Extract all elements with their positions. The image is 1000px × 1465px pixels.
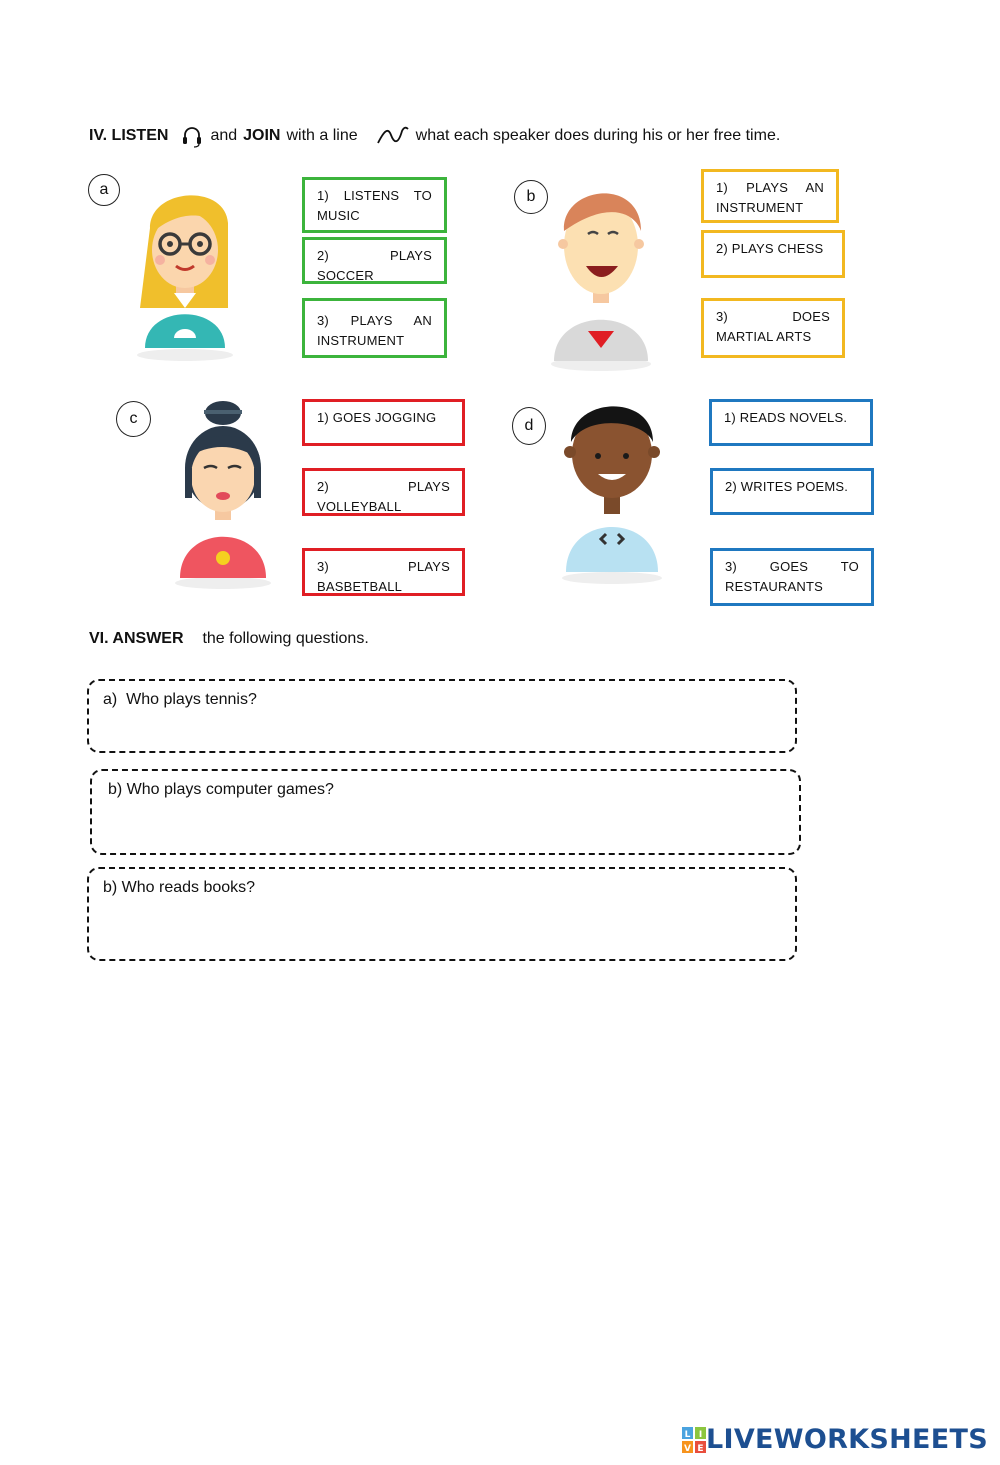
option-b1[interactable]: 1) PLAYS AN INSTRUMENT xyxy=(701,169,839,223)
and-text: and xyxy=(210,127,238,144)
with-line-text: with a line xyxy=(286,127,358,144)
headphones-icon xyxy=(180,124,204,148)
speaker-a-marker: a xyxy=(88,174,120,206)
speaker-c-avatar xyxy=(168,398,278,594)
speaker-b-marker: b xyxy=(514,180,548,214)
option-c2[interactable]: 2) PLAYS VOLLEYBALL xyxy=(302,468,465,516)
question-a-text: a) Who plays tennis? xyxy=(103,691,257,708)
speaker-d-avatar xyxy=(556,392,668,588)
option-d2[interactable]: 2) WRITES POEMS. xyxy=(710,468,874,515)
option-c3[interactable]: 3) PLAYS BASBETBALL xyxy=(302,548,465,596)
svg-text:V: V xyxy=(683,1443,691,1453)
question-c-text: b) Who reads books? xyxy=(103,879,256,896)
instruction-rest: what each speaker does during his or her free time. xyxy=(415,127,781,144)
logo-text: LIVEWORKSHEETS xyxy=(705,1424,988,1455)
svg-text:I: I xyxy=(698,1429,703,1440)
speaker-c-marker: c xyxy=(116,401,151,437)
svg-text:L: L xyxy=(684,1429,691,1440)
speaker-b-avatar xyxy=(546,176,656,374)
speaker-a-avatar xyxy=(130,178,240,363)
question-box-b[interactable] xyxy=(90,769,801,855)
question-box-c[interactable] xyxy=(87,867,797,961)
option-c1[interactable]: 1) GOES JOGGING xyxy=(302,399,465,446)
question-b-text: b) Who plays computer games? xyxy=(108,781,334,798)
svg-text:E: E xyxy=(697,1443,704,1453)
speaker-d-marker: d xyxy=(512,407,546,445)
logo-blocks-icon xyxy=(682,1427,706,1453)
option-d1[interactable]: 1) READS NOVELS. xyxy=(709,399,873,446)
option-b3[interactable]: 3) DOES MARTIAL ARTS xyxy=(701,298,845,358)
answer-section-label: VI. ANSWER xyxy=(89,630,184,647)
section-label: IV. LISTEN xyxy=(89,127,169,144)
option-a2[interactable]: 2) PLAYS SOCCER xyxy=(302,237,447,284)
option-d3[interactable]: 3) GOES TO RESTAURANTS xyxy=(710,548,874,606)
exercise-instruction xyxy=(89,124,780,148)
join-text: JOIN xyxy=(243,127,281,144)
answer-instruction-rest: the following questions. xyxy=(202,630,369,647)
answer-instruction xyxy=(89,630,369,648)
line-squiggle-icon xyxy=(376,125,410,147)
option-a1[interactable]: 1) LISTENS TO MUSIC xyxy=(302,177,447,233)
question-box-a[interactable] xyxy=(87,679,797,753)
option-a3[interactable]: 3) PLAYS AN INSTRUMENT xyxy=(302,298,447,358)
option-b2[interactable]: 2) PLAYS CHESS xyxy=(701,230,845,278)
liveworksheets-logo xyxy=(682,1424,988,1455)
